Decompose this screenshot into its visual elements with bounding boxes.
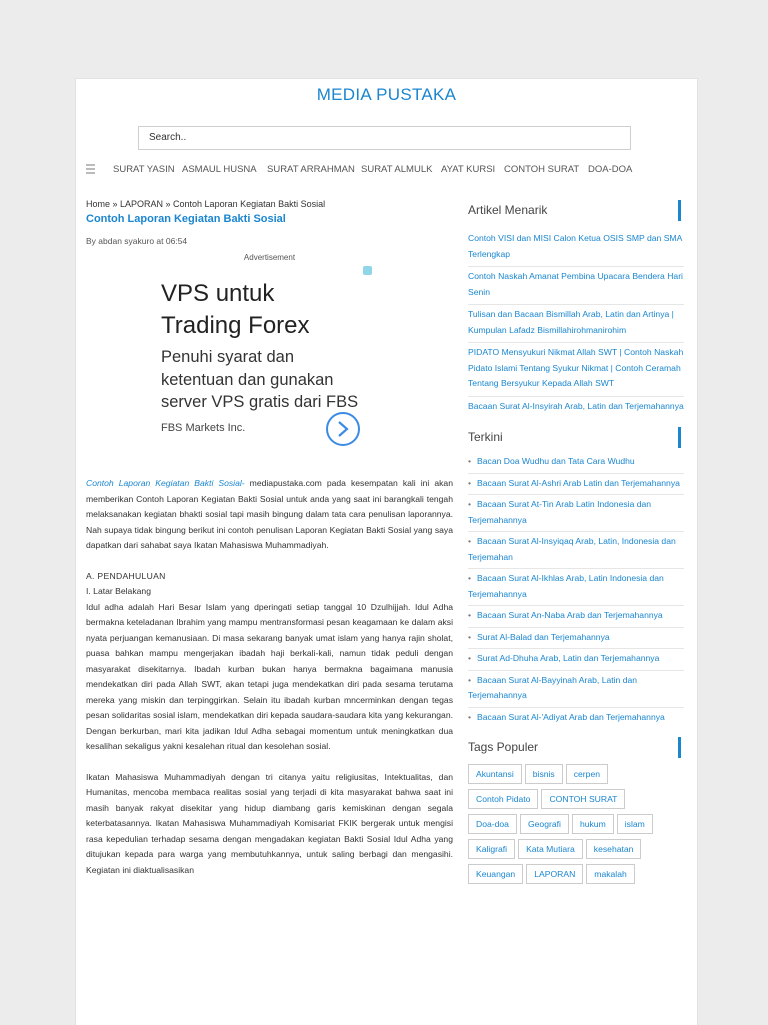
tag-cloud — [468, 764, 668, 889]
tag-link[interactable]: Akuntansi — [468, 764, 522, 784]
widget-title-tags-text: Tags Populer — [468, 740, 539, 754]
terkini-link[interactable] — [468, 608, 684, 628]
title-accent-bar — [678, 737, 681, 758]
terkini-link-text: Bacaan Surat Al-Ikhlas Arab, Latin Indonesia dan Terjemahannya — [468, 573, 664, 599]
tag-link[interactable]: LAPORAN — [526, 864, 583, 884]
ad-body — [161, 346, 358, 414]
artikel-link[interactable]: PIDATO Mensyukuri Nikmat Allah SWT | Contoh Naskah Pidato Islami Tentang Syukur Nikmat | Contoh Ceramah Tentang Bersyukur Kepada Allah SWT — [468, 343, 684, 397]
terkini-link-text: Bacaan Surat Al-'Adiyat Arab dan Terjemahannya — [477, 711, 665, 722]
ad-headline-line-1: VPS untuk — [161, 280, 275, 307]
nav-item-surat-almulk[interactable]: SURAT ALMULK — [361, 164, 433, 175]
terkini-link-text: Surat Al-Balad dan Terjemahannya — [477, 631, 610, 642]
ad-body-line-3: server VPS gratis dari FBS — [161, 393, 359, 411]
terkini-link-text: Bacan Doa Wudhu dan Tata Cara Wudhu — [477, 456, 635, 466]
tag-link[interactable]: Keuangan — [468, 864, 523, 884]
artikel-list — [468, 229, 684, 418]
main-content — [86, 199, 453, 893]
chevron-right-icon — [337, 421, 349, 437]
terkini-link[interactable] — [468, 476, 684, 496]
menu-icon[interactable] — [86, 164, 96, 176]
artikel-link[interactable]: Tulisan dan Bacaan Bismillah Arab, Latin dan Artinya | Kumpulan Lafadz Bismillahirohmanirohim — [468, 305, 684, 343]
post-body — [86, 476, 453, 878]
nav-item-contoh-surat[interactable]: CONTOH SURAT — [504, 164, 580, 175]
ad-advertiser: FBS Markets Inc. — [161, 422, 246, 434]
terkini-link-text: Bacaan Surat Al-Insyiqaq Arab, Latin, Indonesia dan Terjemahan — [468, 536, 676, 562]
tag-link[interactable]: bisnis — [525, 764, 563, 784]
bullet-icon: • — [468, 536, 472, 546]
terkini-link[interactable] — [468, 651, 684, 671]
widget-title-terkini — [468, 430, 684, 448]
bullet-icon: • — [468, 653, 472, 663]
bullet-icon: • — [468, 477, 472, 488]
widget-title-terkini-text: Terkini — [468, 430, 503, 444]
terkini-link[interactable] — [468, 497, 684, 532]
search-input[interactable]: Search.. — [138, 126, 631, 150]
terkini-link-text: Surat Ad-Dhuha Arab, Latin dan Terjemahannya — [477, 653, 660, 663]
terkini-link-text: Bacaan Surat An-Naba Arab dan Terjemahannya — [477, 610, 663, 620]
nav-item-doa-doa[interactable]: DOA-DOA — [588, 164, 633, 175]
ad-headline[interactable] — [161, 278, 310, 342]
intro-link[interactable]: Contoh Laporan Kegiatan Bakti Sosial- — [86, 478, 245, 488]
bullet-icon: • — [468, 711, 472, 722]
nav-item-asmaul-husna[interactable]: ASMAUL HUSNA — [182, 164, 257, 175]
bullet-icon: • — [468, 499, 472, 509]
tag-link[interactable]: cerpen — [566, 764, 608, 784]
title-accent-bar — [678, 200, 681, 221]
artikel-link[interactable]: Contoh Naskah Amanat Pembina Upacara Bendera Hari Senin — [468, 267, 684, 305]
terkini-link-text: Bacaan Surat At-Tin Arab Latin Indonesia dan Terjemahannya — [468, 499, 652, 525]
tag-link[interactable]: Geografi — [520, 814, 569, 834]
ad-label: Advertisement — [243, 253, 296, 262]
ad-body-line-2: ketentuan dan gunakan — [161, 370, 334, 389]
sidebar — [468, 203, 684, 889]
section-heading: A. PENDAHULUAN — [86, 570, 166, 581]
tag-link[interactable]: Doa-doa — [468, 814, 517, 834]
tag-link[interactable]: kesehatan — [586, 839, 642, 859]
nav-item-surat-yasin[interactable]: SURAT YASIN — [113, 164, 175, 175]
main-nav — [86, 161, 686, 181]
tag-link[interactable]: hukum — [572, 814, 614, 834]
title-accent-bar — [678, 427, 681, 448]
post-byline: By abdan syakuro at 06:54 — [86, 236, 188, 246]
terkini-link[interactable] — [468, 673, 684, 708]
widget-title-artikel-text: Artikel Menarik — [468, 203, 548, 217]
artikel-link[interactable]: Contoh VISI dan MISI Calon Ketua OSIS SMP dan SMA Terlengkap — [468, 229, 684, 267]
tag-link[interactable]: makalah — [586, 864, 634, 884]
terkini-link[interactable] — [468, 571, 684, 606]
tag-link[interactable]: islam — [617, 814, 653, 834]
artikel-link[interactable]: Bacaan Surat Al-Insyirah Arab, Latin dan Terjemahannya — [468, 400, 684, 411]
bullet-icon: • — [468, 631, 472, 642]
widget-title-artikel — [468, 203, 684, 221]
tag-link[interactable]: Kaligrafi — [468, 839, 515, 859]
tag-link[interactable]: Contoh Pidato — [468, 789, 538, 809]
terkini-link[interactable] — [468, 534, 684, 569]
paragraph-1: Idul adha adalah Hari Besar Islam yang dperingati setiap tanggal 10 Dzulhijjah. Idul Adha bermakna keteladanan Ibrahim yang mampu mentransformasi pesan keagamaan ke dalam aksi nyata perjuangan kemanusiaan. Di masa sekarang banyak umat islam yang hanya rajin sholat, puasa bahkan mampu mengerjakan ibadah haji berkali-kali, namun tidak peduli dengan masyarakat disekitarnya. Ibadah kurban bukan hanya bermakna bagaimana manusia mendekatkan diri pada Allah SWT, akan tetapi juga mendekatkan diri pada sesama terutama mereka yang miskin dan terpinggirkan. Selain itu ibadah kurban mncerminkan dengan tegas pesan solidaritas sosial islam, mendekatkan diri kepada saudara-saudara kita yang kekurangan. Dengan berkurban, mari kita jadikan Idul Adha sebagai momentum untuk meningkatkan dua kesalihan sekaligus yakni kesalehan ritual dan kesolehan sosial. — [86, 601, 453, 751]
adchoices-icon[interactable] — [363, 266, 372, 275]
terkini-list — [468, 454, 684, 728]
terkini-link[interactable] — [468, 454, 684, 474]
bullet-icon: • — [468, 456, 472, 466]
ad-open-button[interactable] — [326, 412, 360, 446]
paragraph-2: Ikatan Mahasiswa Muhammadiyah dengan tri citanya yaitu religiusitas, Intektualitas, dan Humanitas, mencoba membaca realitas sosial yang terjadi di kita masyarakat bahwa saat ini masih banyak rakyat disekitar yang hidup diambang garis kemiskinan dengan segala keterbatasannya. Ikatan Mahasiswa Muhammadiyah Komisariat FKIK bergerak untuk mengisi rasa kepedulian terhadap sesama dengan mengadakan kegiatan Bakti Sosial Idul Adha yang ditujukan kepada para warga yang membutuhkannya, untuk saling berbagi dan mengasihi. Kegiatan ini diaktualisasikan — [86, 771, 453, 875]
nav-item-surat-arrahman[interactable]: SURAT ARRAHMAN — [267, 164, 355, 175]
bullet-icon: • — [468, 610, 472, 620]
widget-title-tags — [468, 740, 684, 758]
terkini-link[interactable] — [468, 710, 684, 729]
post-title[interactable]: Contoh Laporan Kegiatan Bakti Sosial — [86, 213, 286, 225]
site-title[interactable]: MEDIA PUSTAKA — [316, 85, 457, 104]
bullet-icon: • — [468, 573, 472, 583]
breadcrumb[interactable]: Home » LAPORAN » Contoh Laporan Kegiatan Bakti Sosial — [86, 199, 326, 209]
advertisement[interactable] — [86, 262, 453, 462]
terkini-link[interactable] — [468, 630, 684, 650]
ad-headline-line-2: Trading Forex — [161, 312, 310, 339]
intro-text: mediapustaka.com pada kesempatan kali ini akan memberikan Contoh Laporan Kegiatan Bakti Sosial untuk anda yang saat ini barangkali tengah melaksanakan kegiatan bhakti sosial tapi masih bingung dalam tata cara penulisan laporannya. Nah supaya tidak bingung berikut ini contoh penulisan Laporan Kegiatan Bakti Sosial yang saya dapatkan dari sahabat saya Ikatan Mahasiswa Muhammadiyah. — [86, 478, 453, 550]
terkini-link-text: Bacaan Surat Al-Ashri Arab Latin dan Terjemahannya — [477, 477, 680, 488]
ad-body-line-1: Penuhi syarat dan — [161, 348, 295, 366]
bullet-icon: • — [468, 674, 472, 685]
nav-item-ayat-kursi[interactable]: AYAT KURSI — [441, 164, 496, 175]
page-container — [75, 78, 698, 1025]
tag-link[interactable]: CONTOH SURAT — [541, 789, 625, 809]
subsection-heading: I. Latar Belakang — [86, 586, 151, 596]
tag-link[interactable]: Kata Mutiara — [518, 839, 583, 859]
terkini-link-text: Bacaan Surat Al-Bayyinah Arab, Latin dan Terjemahannya — [468, 674, 638, 700]
